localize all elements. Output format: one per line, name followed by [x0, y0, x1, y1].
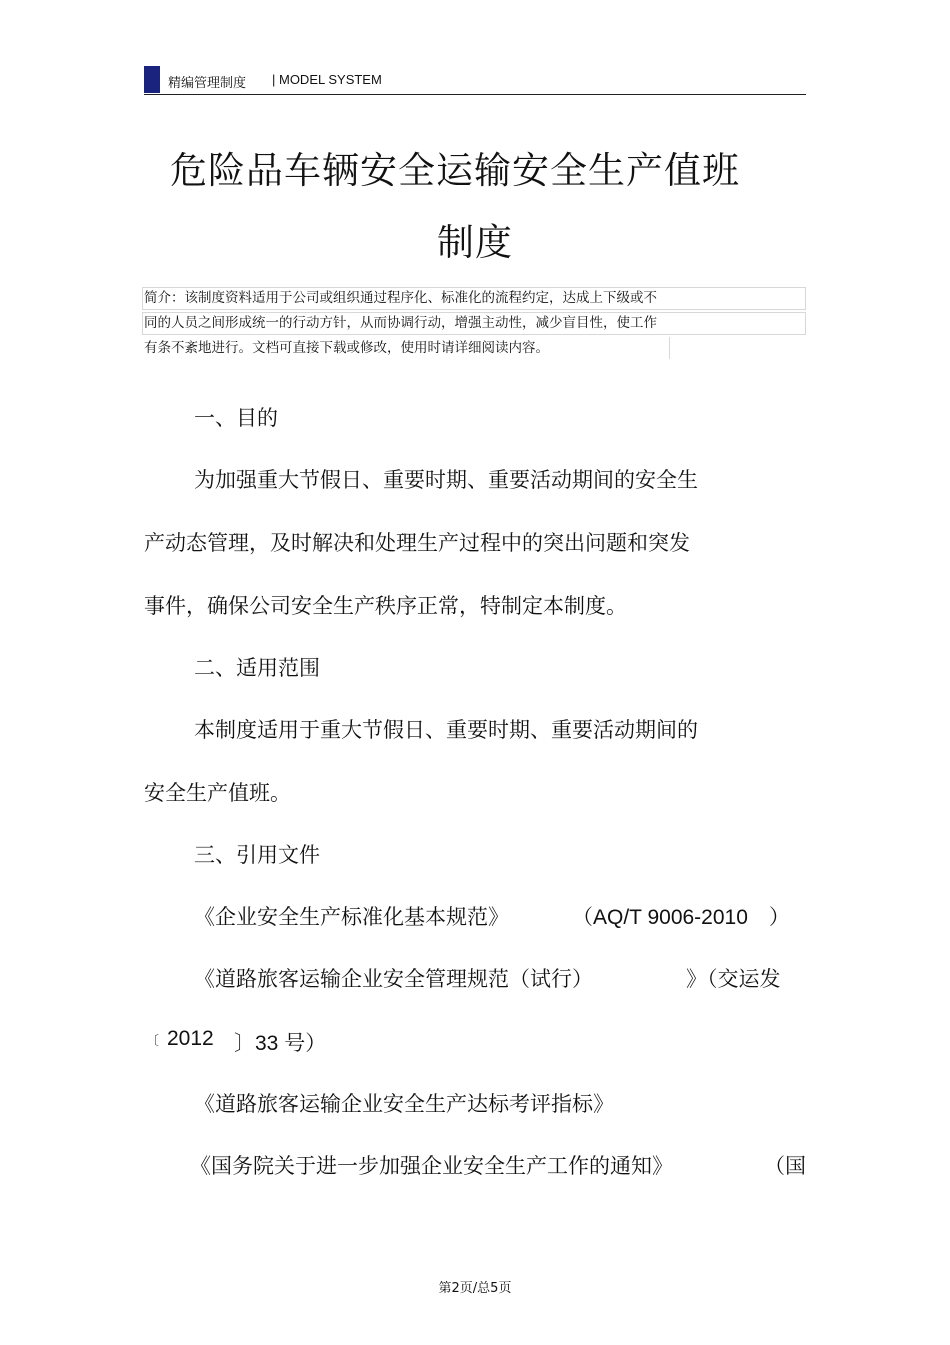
section-heading-scope: 二、适用范围: [194, 656, 320, 680]
reference-bracket-open: 〔: [146, 1034, 160, 1049]
reference-title: 《企业安全生产标准化基本规范》: [194, 905, 509, 929]
body-paragraph: 安全生产值班。: [144, 781, 291, 805]
body-paragraph: 为加强重大节假日、重要时期、重要活动期间的安全生: [194, 468, 698, 492]
section-heading-references: 三、引用文件: [194, 843, 320, 867]
body-paragraph: 本制度适用于重大节假日、重要时期、重要活动期间的: [194, 718, 698, 742]
header-left-text: 精编管理制度: [168, 76, 247, 91]
body-paragraph: 产动态管理，及时解决和处理生产过程中的突出问题和突发: [144, 531, 690, 555]
intro-line: 同的人员之间形成统一的行动方针，从而协调行动，增强主动性，减少盲目性，使工作: [144, 315, 657, 331]
page-indicator: 第2页/总5页: [438, 1281, 512, 1296]
reference-code: （AQ/T 9006-2010 ）: [572, 906, 790, 929]
header-divider: [144, 94, 806, 95]
document-title-line2: 制度: [437, 221, 513, 264]
reference-code: 》（交运发: [686, 967, 781, 991]
intro-line: 有条不紊地进行。文档可直接下载或修改，使用时请详细阅读内容。: [144, 340, 549, 356]
body-paragraph: 事件，确保公司安全生产秩序正常，特制定本制度。: [144, 594, 627, 618]
reference-title: 《道路旅客运输企业安全管理规范（试行）: [194, 967, 593, 991]
intro-line: 简介：该制度资料适用于公司或组织通过程序化、标准化的流程约定，达成上下级或不: [144, 290, 657, 306]
header-right-text: | MODEL SYSTEM: [272, 72, 382, 87]
reference-code: （国: [764, 1154, 806, 1178]
reference-title: 《道路旅客运输企业安全生产达标考评指标》: [194, 1092, 614, 1116]
reference-number: 〕33 号）: [234, 1032, 327, 1055]
document-title-line1: 危险品车辆安全运输安全生产值班: [170, 149, 740, 192]
section-heading-purpose: 一、目的: [194, 406, 278, 430]
logo-mark: [144, 66, 160, 93]
reference-title: 《国务院关于进一步加强企业安全生产工作的通知》: [190, 1154, 673, 1178]
reference-year: 2012: [167, 1027, 214, 1050]
